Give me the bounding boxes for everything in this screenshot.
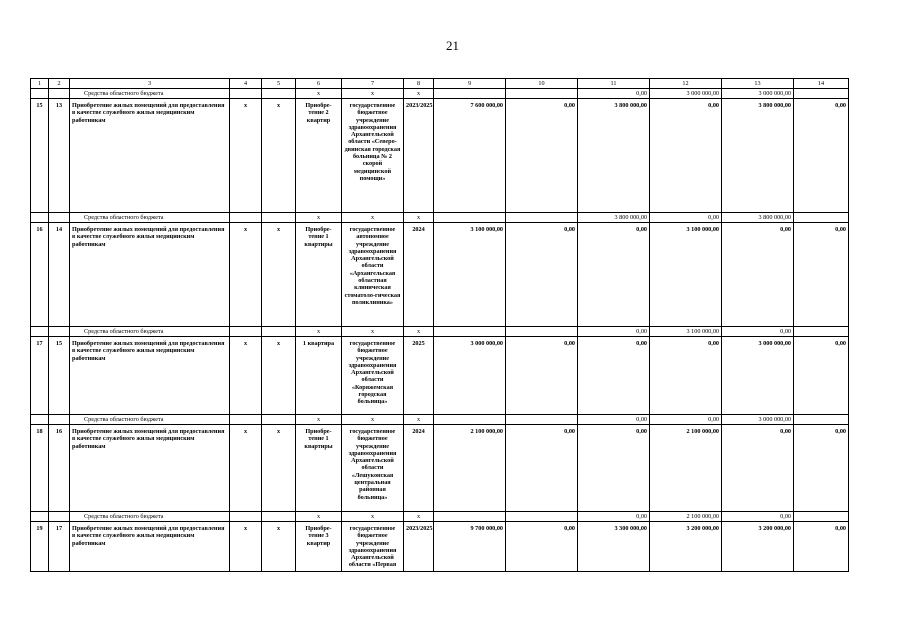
item-scope: Приобре-тение 1 квартиры bbox=[296, 425, 342, 512]
cell: x bbox=[296, 415, 342, 425]
cell: 0,00 bbox=[794, 522, 849, 572]
funding-source-label: Средства областного бюджета bbox=[70, 213, 230, 223]
cell: 0,00 bbox=[650, 415, 722, 425]
cell: x bbox=[342, 512, 404, 522]
item-name: Приобретение жилых помещений для предоставления в качестве служебного жилья медицинским работникам bbox=[70, 425, 230, 512]
cell: 0,00 bbox=[578, 337, 650, 415]
header-cell: 6 bbox=[296, 79, 342, 89]
program-table bbox=[30, 78, 849, 572]
table-row bbox=[31, 99, 849, 213]
item-name: Приобретение жилых помещений для предоставления в качестве служебного жилья медицинским работникам bbox=[70, 522, 230, 572]
item-recipient: государственное автономное учреждение здравоохранения Архангельской области «Архангельская областная клиническая стоматоло-гическая поликлиника» bbox=[342, 223, 404, 327]
item-recipient: государственное бюджетное учреждение здравоохранения Архангельской области «Северо-двинская городская больница № 2 скорой медицинской помощи» bbox=[342, 99, 404, 213]
cell: x bbox=[262, 337, 296, 415]
header-cell: 12 bbox=[650, 79, 722, 89]
header-cell: 5 bbox=[262, 79, 296, 89]
cell: x bbox=[230, 223, 262, 327]
header-cell: 8 bbox=[404, 79, 434, 89]
funding-source-label: Средства областного бюджета bbox=[70, 512, 230, 522]
item-recipient: государственное бюджетное учреждение здравоохранения Архангельской области «Первая bbox=[342, 522, 404, 572]
header-cell: 2 bbox=[49, 79, 70, 89]
item-period: 2023/2025 bbox=[404, 99, 434, 213]
cell: x bbox=[230, 99, 262, 213]
cell: x bbox=[404, 89, 434, 99]
cell: 0,00 bbox=[794, 337, 849, 415]
cell: x bbox=[230, 337, 262, 415]
cell: 0,00 bbox=[506, 223, 578, 327]
cell: 0,00 bbox=[506, 522, 578, 572]
header-cell: 1 bbox=[31, 79, 49, 89]
cell: 0,00 bbox=[506, 99, 578, 213]
funding-source-label: Средства областного бюджета bbox=[70, 327, 230, 337]
row-number: 16 bbox=[31, 223, 49, 327]
table-row bbox=[31, 522, 849, 572]
item-number: 17 bbox=[49, 522, 70, 572]
funding-source-row bbox=[31, 415, 849, 425]
cell: 0,00 bbox=[578, 512, 650, 522]
header-cell: 4 bbox=[230, 79, 262, 89]
item-total: 9 700 000,00 bbox=[434, 522, 506, 572]
row-number: 15 bbox=[31, 99, 49, 213]
cell: x bbox=[296, 213, 342, 223]
cell: x bbox=[404, 512, 434, 522]
item-scope: 1 квартира bbox=[296, 337, 342, 415]
cell: 2 100 000,00 bbox=[650, 425, 722, 512]
funding-source-row bbox=[31, 512, 849, 522]
table-row bbox=[31, 223, 849, 327]
header-cell: 7 bbox=[342, 79, 404, 89]
item-period: 2025 bbox=[404, 337, 434, 415]
cell: 3 200 000,00 bbox=[650, 522, 722, 572]
cell: x bbox=[404, 415, 434, 425]
item-number: 15 bbox=[49, 337, 70, 415]
cell: 0,00 bbox=[578, 223, 650, 327]
cell: 3 200 000,00 bbox=[722, 522, 794, 572]
table-row bbox=[31, 425, 849, 512]
item-total: 7 600 000,00 bbox=[434, 99, 506, 213]
cell: 0,00 bbox=[578, 89, 650, 99]
header-row bbox=[31, 79, 849, 89]
cell: 0,00 bbox=[506, 337, 578, 415]
cell: 3 000 000,00 bbox=[722, 89, 794, 99]
header-cell: 3 bbox=[70, 79, 230, 89]
cell: 0,00 bbox=[722, 425, 794, 512]
cell: 3 800 000,00 bbox=[578, 99, 650, 213]
cell: 2 100 000,00 bbox=[650, 512, 722, 522]
header-cell: 14 bbox=[794, 79, 849, 89]
cell: 3 100 000,00 bbox=[650, 223, 722, 327]
item-number: 13 bbox=[49, 99, 70, 213]
cell: 0,00 bbox=[722, 223, 794, 327]
item-total: 3 100 000,00 bbox=[434, 223, 506, 327]
item-period: 2023/2025 bbox=[404, 522, 434, 572]
cell: 3 800 000,00 bbox=[722, 213, 794, 223]
cell: 3 800 000,00 bbox=[578, 213, 650, 223]
cell: 0,00 bbox=[794, 99, 849, 213]
cell: 0,00 bbox=[650, 213, 722, 223]
table-row bbox=[31, 337, 849, 415]
cell: 3 000 000,00 bbox=[650, 89, 722, 99]
cell: x bbox=[342, 213, 404, 223]
cell: x bbox=[262, 223, 296, 327]
header-cell: 10 bbox=[506, 79, 578, 89]
funding-source-label: Средства областного бюджета bbox=[70, 89, 230, 99]
cell: x bbox=[404, 327, 434, 337]
cell: x bbox=[230, 425, 262, 512]
cell: x bbox=[262, 522, 296, 572]
cell: 0,00 bbox=[650, 337, 722, 415]
cell: 0,00 bbox=[794, 425, 849, 512]
funding-source-label: Средства областного бюджета bbox=[70, 415, 230, 425]
item-number: 14 bbox=[49, 223, 70, 327]
item-name: Приобретение жилых помещений для предоставления в качестве служебного жилья медицинским работникам bbox=[70, 99, 230, 213]
header-cell: 13 bbox=[722, 79, 794, 89]
header-cell: 9 bbox=[434, 79, 506, 89]
page-number: 21 bbox=[446, 38, 459, 53]
cell: 3 000 000,00 bbox=[722, 415, 794, 425]
item-name: Приобретение жилых помещений для предоставления в качестве служебного жилья медицинским работникам bbox=[70, 337, 230, 415]
header-cell: 11 bbox=[578, 79, 650, 89]
cell: x bbox=[296, 327, 342, 337]
cell: x bbox=[342, 327, 404, 337]
row-number: 17 bbox=[31, 337, 49, 415]
cell: 0,00 bbox=[650, 99, 722, 213]
cell: 0,00 bbox=[506, 425, 578, 512]
item-period: 2024 bbox=[404, 425, 434, 512]
funding-source-row bbox=[31, 89, 849, 99]
cell: 0,00 bbox=[578, 415, 650, 425]
cell: 0,00 bbox=[794, 223, 849, 327]
cell: x bbox=[262, 99, 296, 213]
item-scope: Приобре-тение 3 квартир bbox=[296, 522, 342, 572]
cell: x bbox=[404, 213, 434, 223]
funding-source-row bbox=[31, 213, 849, 223]
cell: x bbox=[296, 89, 342, 99]
cell: 0,00 bbox=[722, 512, 794, 522]
cell: 0,00 bbox=[722, 327, 794, 337]
cell: 0,00 bbox=[578, 425, 650, 512]
row-number: 18 bbox=[31, 425, 49, 512]
cell: x bbox=[342, 89, 404, 99]
item-total: 3 000 000,00 bbox=[434, 337, 506, 415]
item-recipient: государственное бюджетное учреждение здравоохранения Архангельской области «Лешуконская центральная районная больница» bbox=[342, 425, 404, 512]
item-scope: Приобре-тение 2 квартир bbox=[296, 99, 342, 213]
item-name: Приобретение жилых помещений для предоставления в качестве служебного жилья медицинским работникам bbox=[70, 223, 230, 327]
cell: x bbox=[230, 522, 262, 572]
cell: 3 100 000,00 bbox=[650, 327, 722, 337]
item-total: 2 100 000,00 bbox=[434, 425, 506, 512]
cell: 3 000 000,00 bbox=[722, 337, 794, 415]
cell: x bbox=[342, 415, 404, 425]
item-number: 16 bbox=[49, 425, 70, 512]
row-number: 19 bbox=[31, 522, 49, 572]
item-recipient: государственное бюджетное учреждение здравоохранения Архангельской области «Коряжемская городская больница» bbox=[342, 337, 404, 415]
funding-source-row bbox=[31, 327, 849, 337]
cell: 3 300 000,00 bbox=[578, 522, 650, 572]
item-scope: Приобре-тение 1 квартиры bbox=[296, 223, 342, 327]
cell: x bbox=[262, 425, 296, 512]
cell: x bbox=[296, 512, 342, 522]
item-period: 2024 bbox=[404, 223, 434, 327]
cell: 0,00 bbox=[578, 327, 650, 337]
cell: 3 800 000,00 bbox=[722, 99, 794, 213]
